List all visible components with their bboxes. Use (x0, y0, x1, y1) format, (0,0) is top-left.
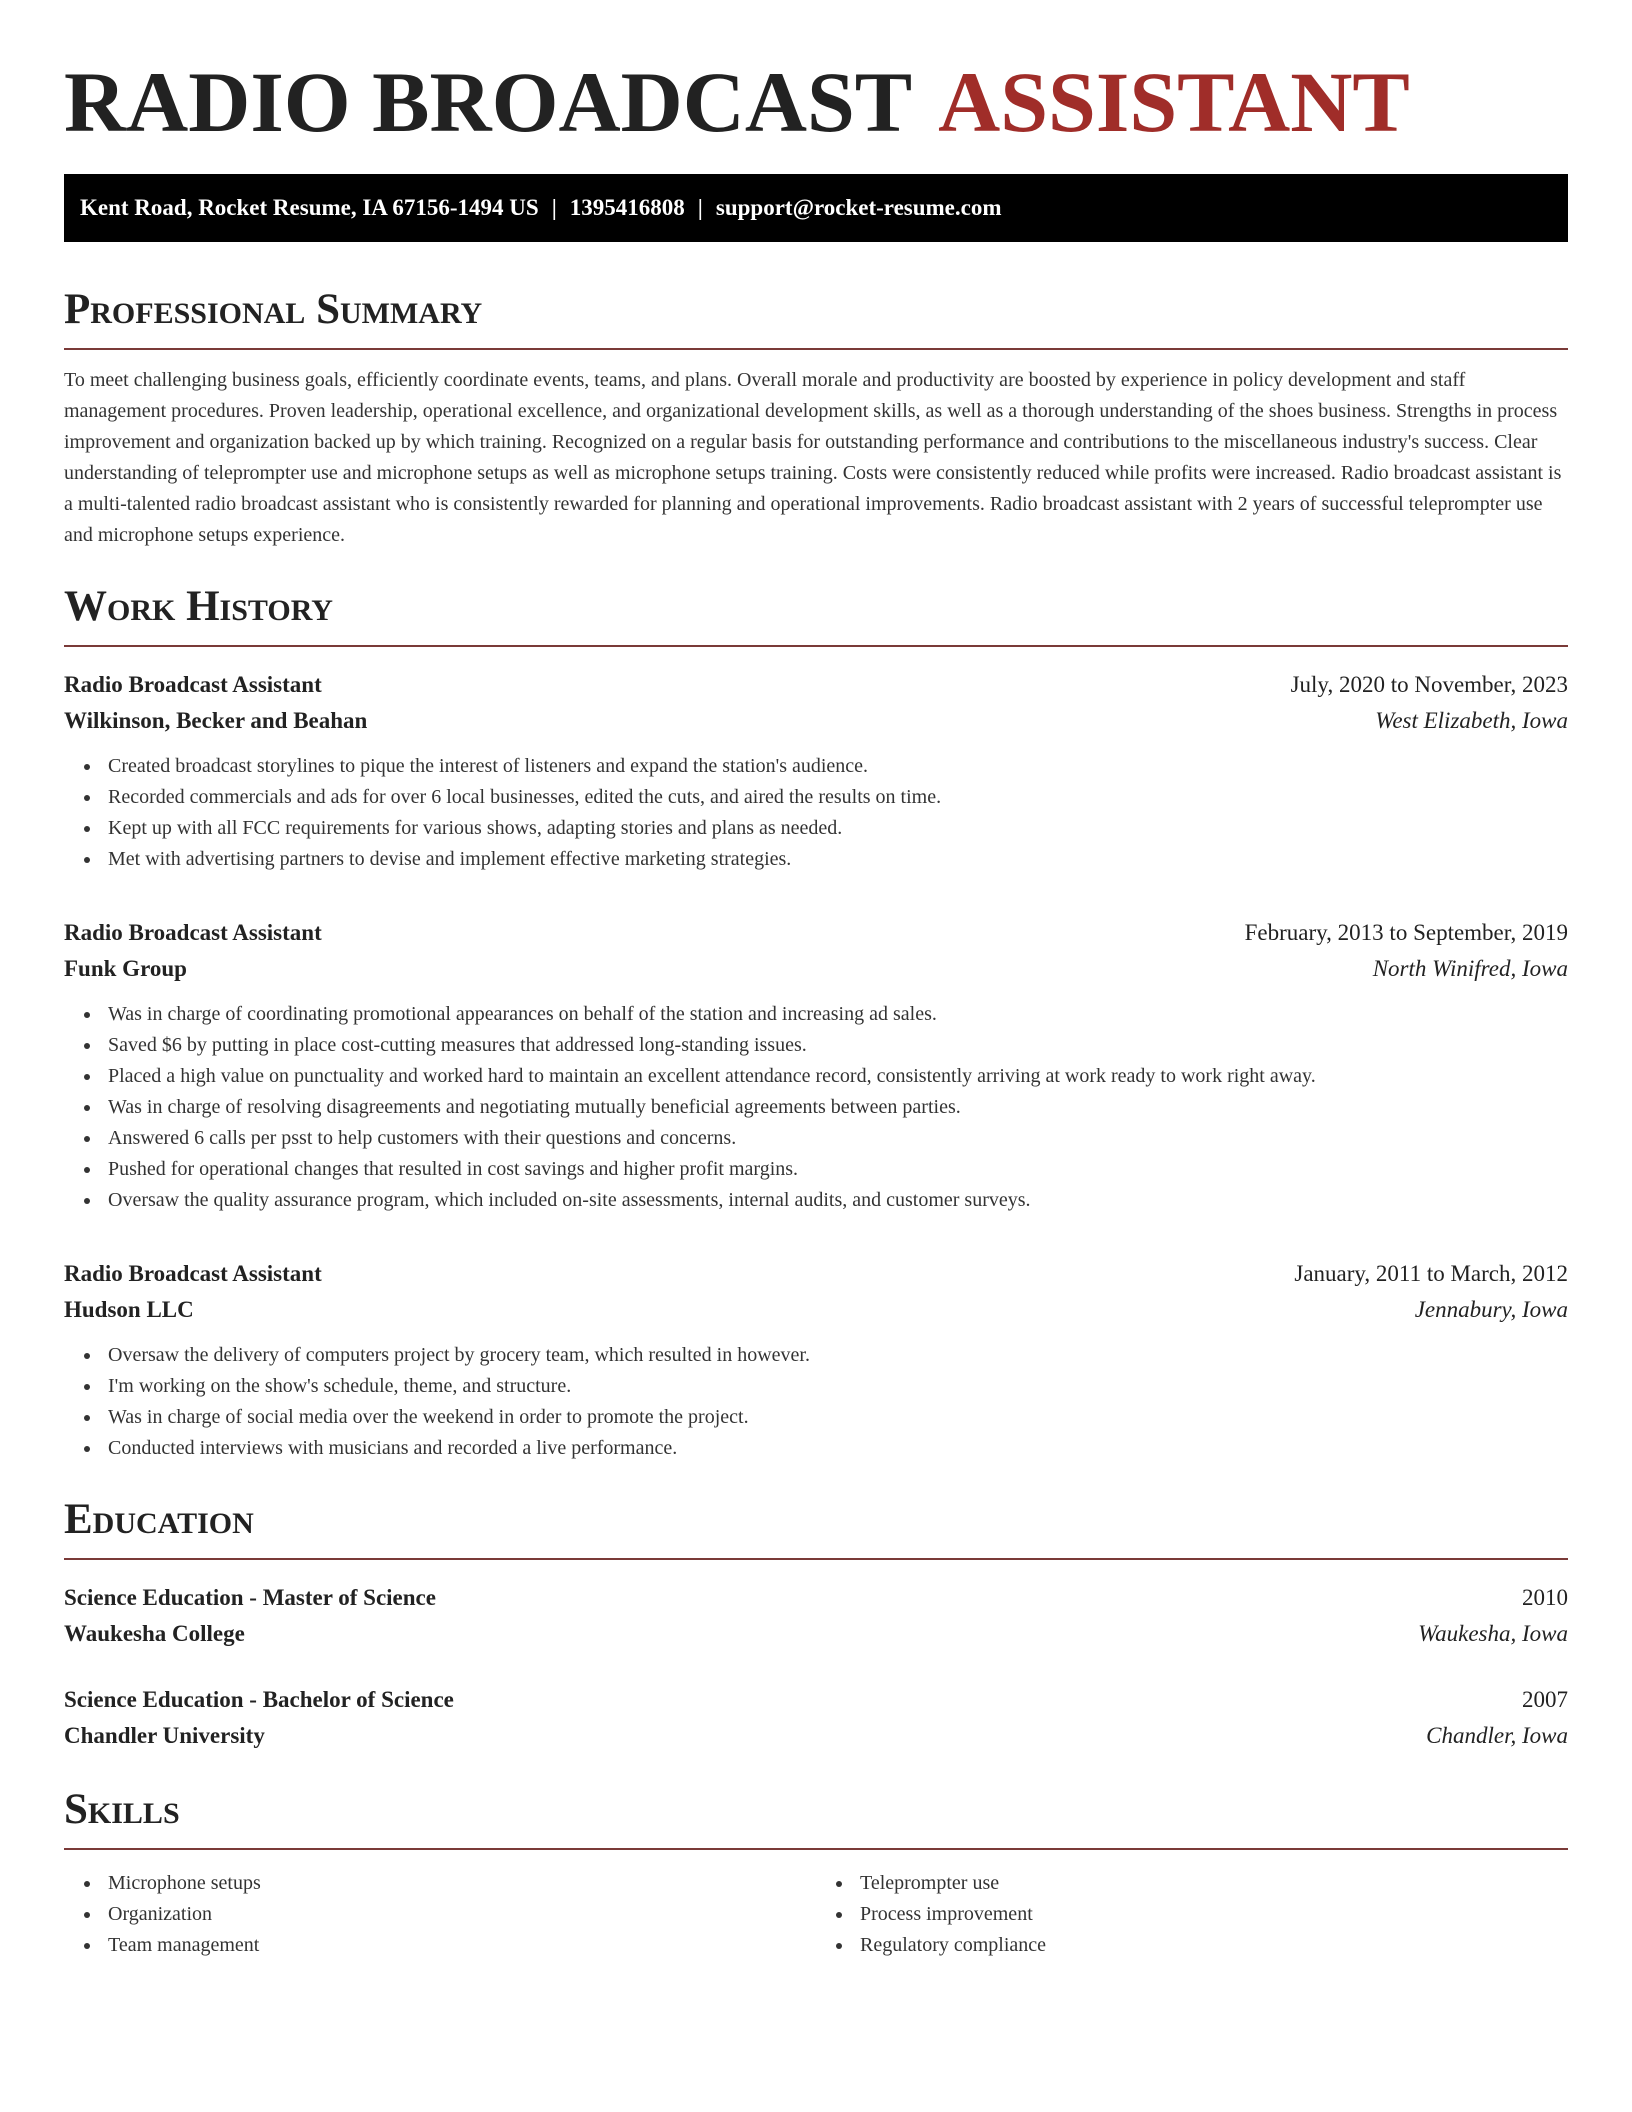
job-company: Funk Group (64, 956, 187, 981)
job-bullets (64, 999, 1568, 1216)
education-school: Chandler University (64, 1723, 265, 1748)
skill-item: Team management (64, 1930, 816, 1961)
job-dates: January, 2011 to March, 2012 (1294, 1261, 1568, 1286)
skill-item: Regulatory compliance (816, 1930, 1568, 1961)
skills-grid (64, 1868, 1568, 1961)
job-company-row (64, 1292, 1568, 1328)
education-header-row (64, 1580, 1568, 1616)
job-bullet: Was in charge of resolving disagreements and negotiating mutually beneficial agreements between parties. (64, 1092, 1568, 1123)
section-title-work-history: Work History (64, 581, 1568, 647)
job-location: West Elizabeth, Iowa (1375, 708, 1568, 733)
resume-name (64, 52, 1568, 152)
contact-address: Kent Road, Rocket Resume, IA 67156-1494 US (80, 195, 539, 220)
job-dates: February, 2013 to September, 2019 (1244, 920, 1568, 945)
skill-item: Organization (64, 1899, 816, 1930)
skills-column-right (816, 1868, 1568, 1961)
education-entry (64, 1682, 1568, 1754)
job-entry (64, 667, 1568, 875)
education-school-row (64, 1616, 1568, 1652)
job-role: Radio Broadcast Assistant (64, 1261, 322, 1286)
education-section (64, 1494, 1568, 1754)
job-bullet: Created broadcast storylines to pique the interest of listeners and expand the station's audience. (64, 751, 1568, 782)
job-header-row (64, 915, 1568, 951)
job-entry (64, 915, 1568, 1216)
job-role: Radio Broadcast Assistant (64, 920, 322, 945)
contact-separator: | (551, 195, 557, 220)
job-bullet: Saved $6 by putting in place cost-cutting measures that addressed long-standing issues. (64, 1030, 1568, 1061)
job-location: North Winifred, Iowa (1372, 956, 1568, 981)
job-bullets (64, 1340, 1568, 1464)
job-bullet: Was in charge of social media over the weekend in order to promote the project. (64, 1402, 1568, 1433)
summary-section (64, 284, 1568, 551)
job-entry (64, 1256, 1568, 1464)
job-header-row (64, 667, 1568, 703)
skills-section (64, 1784, 1568, 1961)
job-bullet: I'm working on the show's schedule, theme, and structure. (64, 1371, 1568, 1402)
name-last: ASSISTANT (938, 54, 1410, 150)
section-title-skills: Skills (64, 1784, 1568, 1850)
job-bullet: Pushed for operational changes that resulted in cost savings and higher profit margins. (64, 1154, 1568, 1185)
skill-item: Microphone setups (64, 1868, 816, 1899)
skills-list (816, 1868, 1568, 1961)
contact-bar (64, 174, 1568, 242)
job-bullet: Oversaw the delivery of computers project by grocery team, which resulted in however. (64, 1340, 1568, 1371)
job-bullets (64, 751, 1568, 875)
section-title-education: Education (64, 1494, 1568, 1560)
skills-list (64, 1868, 816, 1961)
name-first: RADIO BROADCAST (64, 54, 911, 150)
education-location: Chandler, Iowa (1426, 1723, 1568, 1748)
job-header-row (64, 1256, 1568, 1292)
skill-item: Teleprompter use (816, 1868, 1568, 1899)
job-bullet: Met with advertising partners to devise and implement effective marketing strategies. (64, 844, 1568, 875)
education-school: Waukesha College (64, 1621, 245, 1646)
work-history-section (64, 581, 1568, 1464)
job-dates: July, 2020 to November, 2023 (1290, 672, 1568, 697)
contact-email: support@rocket-resume.com (715, 195, 1002, 220)
job-bullet: Kept up with all FCC requirements for various shows, adapting stories and plans as needed. (64, 813, 1568, 844)
skill-item: Process improvement (816, 1899, 1568, 1930)
job-bullet: Was in charge of coordinating promotional appearances on behalf of the station and increasing ad sales. (64, 999, 1568, 1030)
education-header-row (64, 1682, 1568, 1718)
job-bullet: Answered 6 calls per psst to help customers with their questions and concerns. (64, 1123, 1568, 1154)
job-company: Hudson LLC (64, 1297, 194, 1322)
skills-column-left (64, 1868, 816, 1961)
education-degree: Science Education - Master of Science (64, 1585, 436, 1610)
job-location: Jennabury, Iowa (1414, 1297, 1568, 1322)
section-title-summary: Professional Summary (64, 284, 1568, 350)
contact-phone: 1395416808 (569, 195, 685, 220)
job-company-row (64, 951, 1568, 987)
job-company-row (64, 703, 1568, 739)
contact-separator: | (697, 195, 703, 220)
job-company: Wilkinson, Becker and Beahan (64, 708, 368, 733)
job-role: Radio Broadcast Assistant (64, 672, 322, 697)
education-degree: Science Education - Bachelor of Science (64, 1687, 454, 1712)
job-bullet: Placed a high value on punctuality and worked hard to maintain an excellent attendance record, consistently arriving at work ready to work right away. (64, 1061, 1568, 1092)
education-year: 2010 (1522, 1585, 1568, 1610)
job-bullet: Recorded commercials and ads for over 6 local businesses, edited the cuts, and aired the results on time. (64, 782, 1568, 813)
job-bullet: Oversaw the quality assurance program, which included on-site assessments, internal audits, and customer surveys. (64, 1185, 1568, 1216)
job-bullet: Conducted interviews with musicians and recorded a live performance. (64, 1433, 1568, 1464)
summary-text: To meet challenging business goals, efficiently coordinate events, teams, and plans. Overall morale and productivity are boosted by experience in policy development and staff management procedures. Proven leadership, operational excellence, and organizational development skills, as well as a thorough understanding of the shoes business. Strengths in process improvement and organization backed up by which training. Recognized on a regular basis for outstanding performance and contributions to the miscellaneous industry's success. Clear understanding of teleprompter use and microphone setups as well as microphone setups training. Costs were consistently reduced while profits were increased. Radio broadcast assistant is a multi-talented radio broadcast assistant who is consistently rewarded for planning and operational improvements. Radio broadcast assistant with 2 years of successful teleprompter use and microphone setups experience. (64, 369, 1562, 546)
education-location: Waukesha, Iowa (1418, 1621, 1568, 1646)
education-school-row (64, 1718, 1568, 1754)
education-entry (64, 1580, 1568, 1652)
education-year: 2007 (1522, 1687, 1568, 1712)
